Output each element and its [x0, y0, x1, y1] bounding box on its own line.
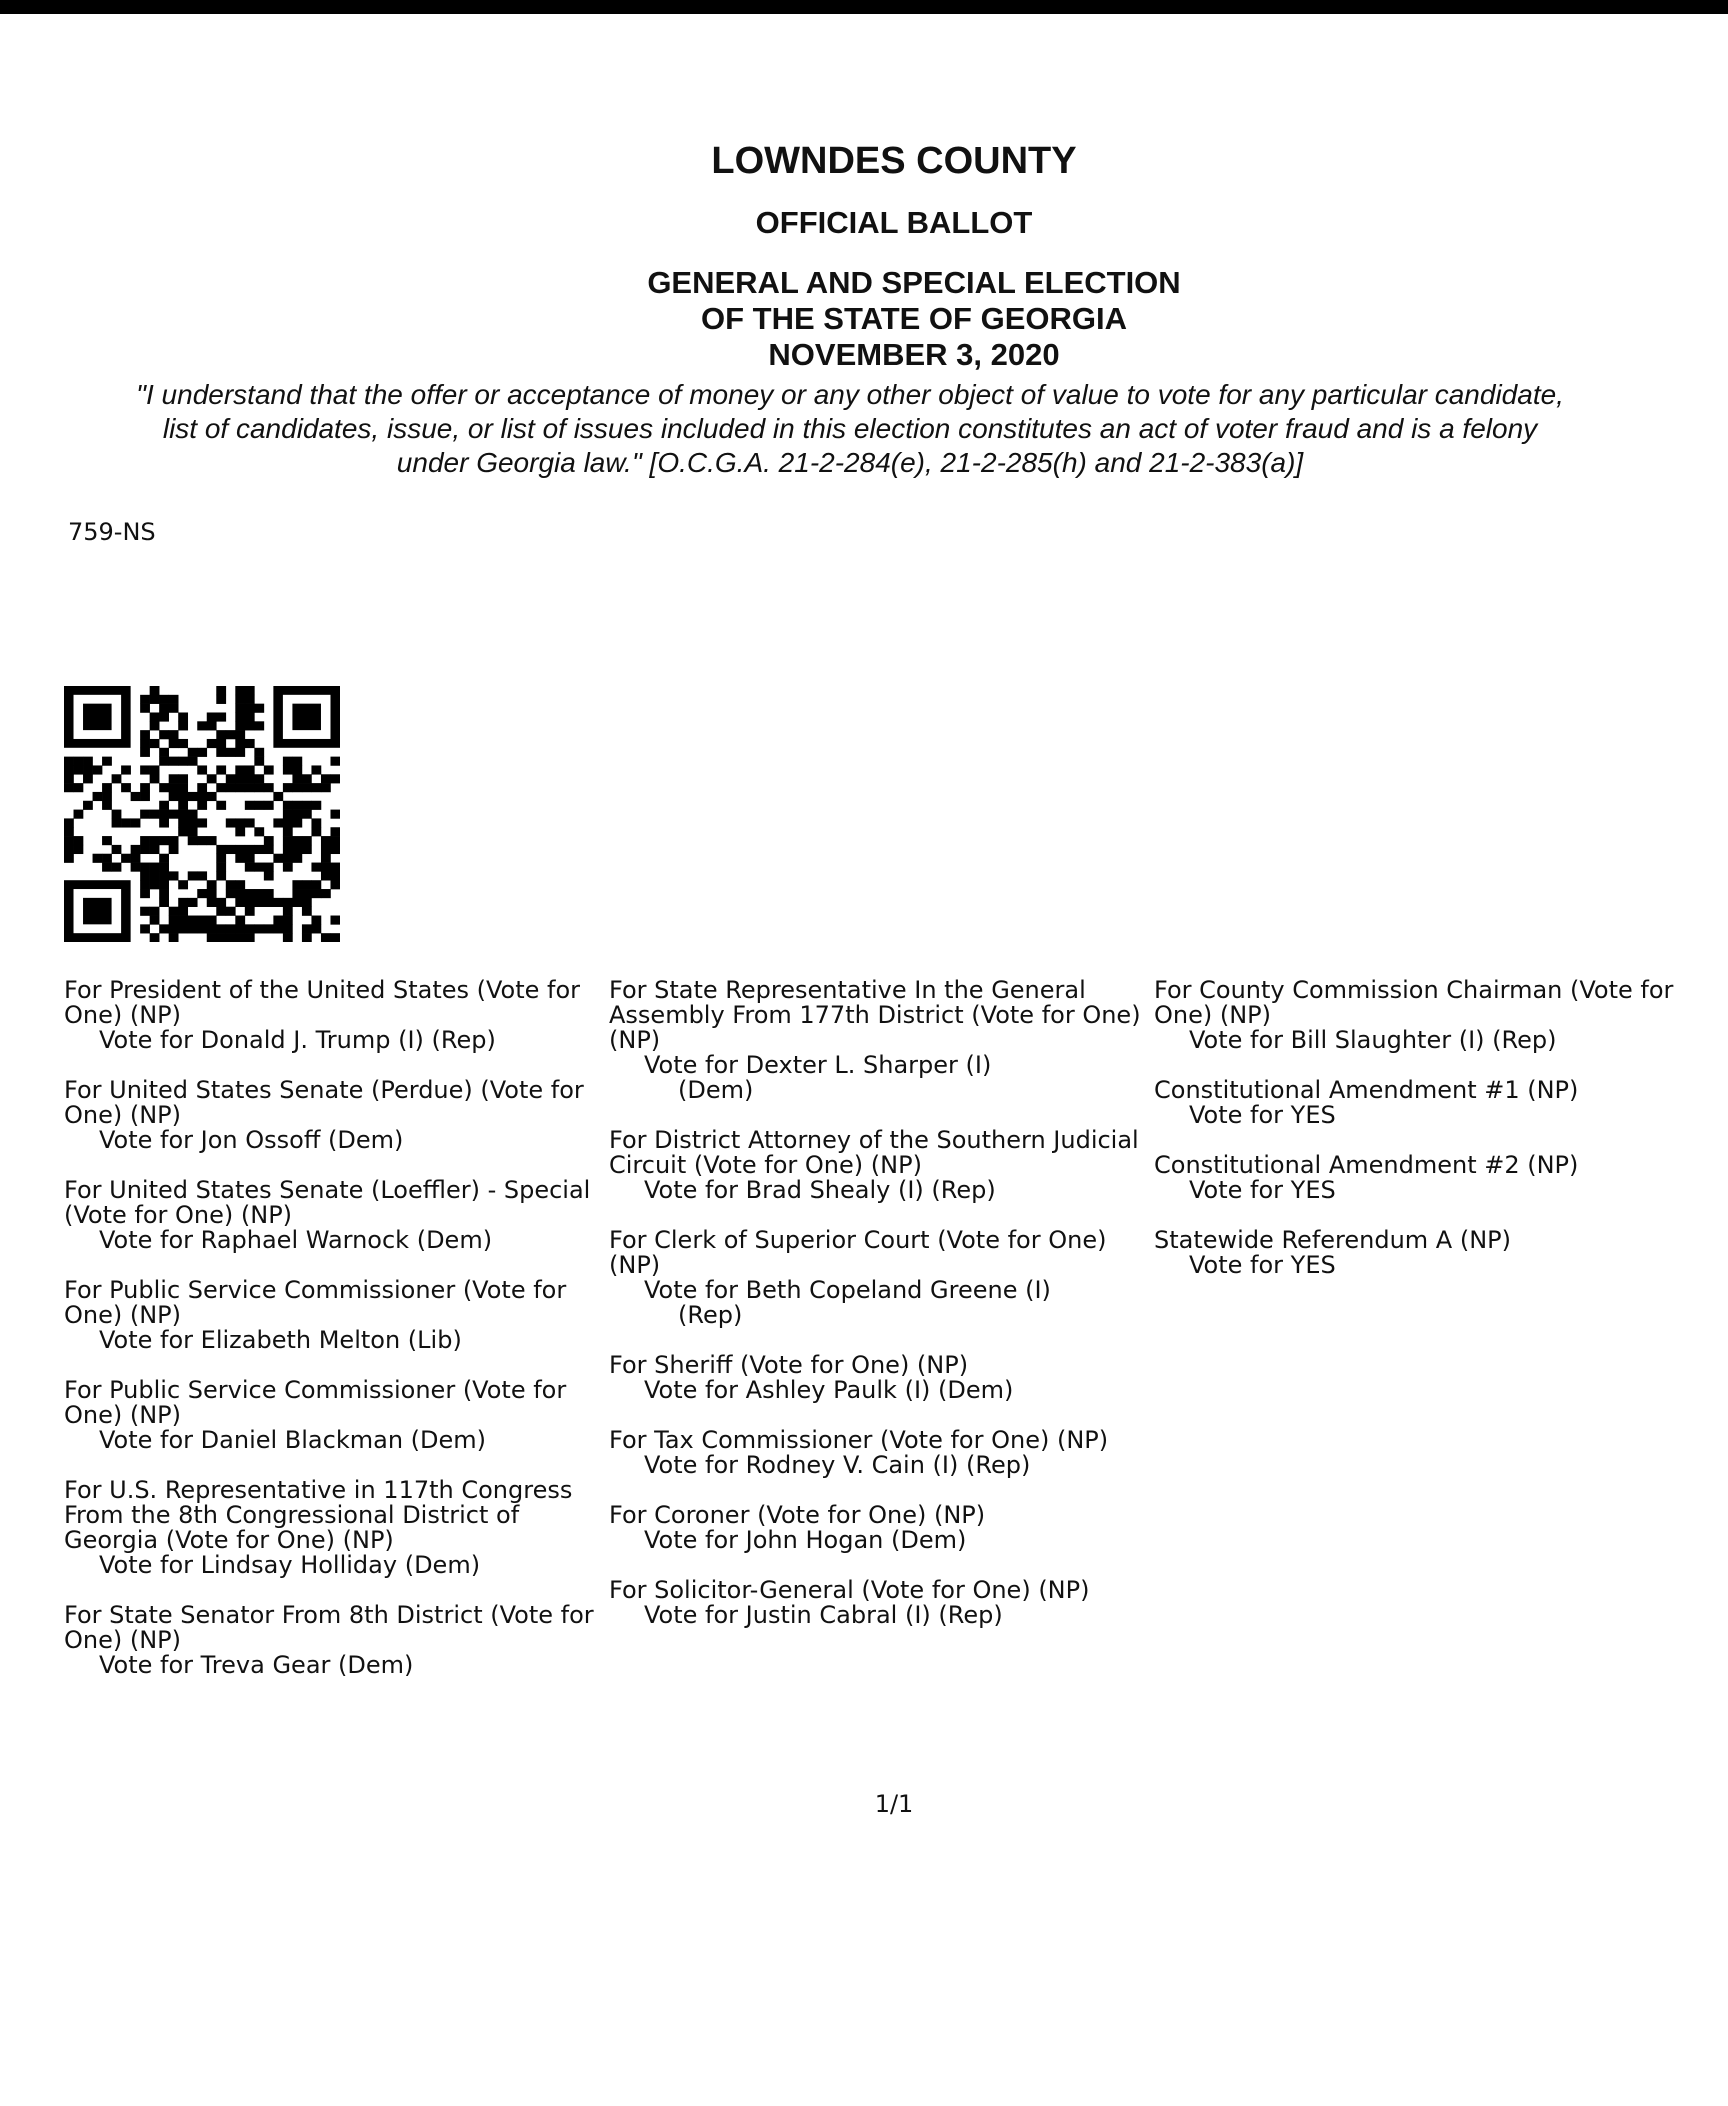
contest-title: For Clerk of Superior Court (Vote for One) (NP) [609, 1226, 1107, 1279]
ballot-column-1 [64, 978, 604, 1703]
contest-selection [609, 1578, 1149, 1628]
scan-edge-bar [0, 0, 1728, 14]
ballot-column-3 [1154, 978, 1694, 1303]
contest-title: For District Attorney of the Southern Judicial Circuit (Vote for One) (NP) [609, 1126, 1139, 1179]
contest-selection [64, 1278, 604, 1353]
contest-title: For Public Service Commissioner (Vote for One) (NP) [64, 1376, 567, 1429]
contest-selection [64, 1603, 604, 1678]
contest-selection [609, 1353, 1149, 1403]
selected-choice [64, 1428, 604, 1453]
choice-line: Vote for Dexter L. Sharper (I) [644, 1051, 992, 1079]
choice-line: Vote for Treva Gear (Dem) [99, 1651, 414, 1679]
contest-title: For Tax Commissioner (Vote for One) (NP) [609, 1426, 1109, 1454]
contest-title: Constitutional Amendment #2 (NP) [1154, 1151, 1579, 1179]
choice-line: (Dem) [678, 1076, 754, 1104]
contest-title: Constitutional Amendment #1 (NP) [1154, 1076, 1579, 1104]
contest-title: For Sheriff (Vote for One) (NP) [609, 1351, 969, 1379]
contest-selection [609, 1503, 1149, 1553]
statement-line: "I understand that the offer or acceptance of money or any other object of value to vote for any particular candidate, [136, 379, 1564, 410]
choice-line: Vote for Daniel Blackman (Dem) [99, 1426, 487, 1454]
choice-line: Vote for John Hogan (Dem) [644, 1526, 967, 1554]
contest-selection [64, 1378, 604, 1453]
contest-title: For State Senator From 8th District (Vote for One) (NP) [64, 1601, 594, 1654]
choice-line: Vote for Jon Ossoff (Dem) [99, 1126, 404, 1154]
selected-choice [609, 1603, 1149, 1628]
choice-line: Vote for YES [1189, 1251, 1336, 1279]
contest-title: For State Representative In the General Assembly From 177th District (Vote for One) (NP) [609, 976, 1141, 1054]
voter-fraud-statement [60, 378, 1640, 480]
contest-title: For United States Senate (Loeffler) - Special (Vote for One) (NP) [64, 1176, 591, 1229]
choice-line: Vote for Ashley Paulk (I) (Dem) [644, 1376, 1014, 1404]
choice-line: Vote for Donald J. Trump (I) (Rep) [99, 1026, 496, 1054]
selected-choice [1154, 1178, 1694, 1203]
contest-title: For County Commission Chairman (Vote for One) (NP) [1154, 976, 1674, 1029]
contest-title: For Solicitor-General (Vote for One) (NP) [609, 1576, 1090, 1604]
choice-line: Vote for Rodney V. Cain (I) (Rep) [644, 1451, 1031, 1479]
contest-selection [64, 1478, 604, 1578]
contest-title: For Public Service Commissioner (Vote for One) (NP) [64, 1276, 567, 1329]
election-title-line: NOVEMBER 3, 2020 [768, 337, 1060, 372]
selected-choice [64, 1228, 604, 1253]
contest-selection [1154, 1153, 1694, 1203]
contest-selection [1154, 978, 1694, 1053]
choice-line: Vote for Elizabeth Melton (Lib) [99, 1326, 462, 1354]
statement-line: list of candidates, issue, or list of issues included in this election constitutes an act of voter fraud and is a felony [162, 413, 1538, 444]
county-name: LOWNDES COUNTY [711, 140, 1077, 182]
ballot-header [0, 140, 1728, 373]
contest-selection [64, 978, 604, 1053]
election-title [100, 265, 1728, 373]
ballot-column-2 [609, 978, 1149, 1653]
contest-title: For United States Senate (Perdue) (Vote for One) (NP) [64, 1076, 584, 1129]
selected-choice [609, 1378, 1149, 1403]
selected-choice [609, 1278, 1149, 1328]
selected-choice [609, 1053, 1149, 1103]
choice-line: Vote for YES [1189, 1101, 1336, 1129]
contest-selection [64, 1078, 604, 1153]
selected-choice [64, 1028, 604, 1053]
selected-choice [609, 1528, 1149, 1553]
contest-selection [609, 1228, 1149, 1328]
contest-selection [609, 978, 1149, 1103]
selected-choice [609, 1178, 1149, 1203]
choice-line: (Rep) [678, 1301, 743, 1329]
choice-line: Vote for Lindsay Holliday (Dem) [99, 1551, 481, 1579]
ballot-title: OFFICIAL BALLOT [755, 205, 1033, 240]
contest-selection [64, 1178, 604, 1253]
statement-line: under Georgia law." [O.C.G.A. 21-2-284(e), 21-2-285(h) and 21-2-383(a)] [396, 447, 1304, 478]
selected-choice [64, 1128, 604, 1153]
contest-title: For President of the United States (Vote for One) (NP) [64, 976, 581, 1029]
selected-choice [64, 1328, 604, 1353]
selected-choice [1154, 1028, 1694, 1053]
ballot-style-code: 759-NS [68, 518, 156, 546]
choice-line: Vote for Bill Slaughter (I) (Rep) [1189, 1026, 1557, 1054]
contest-title: For U.S. Representative in 117th Congress From the 8th Congressional District of Georgia (Vote for One) (NP) [64, 1476, 573, 1554]
qr-code [64, 686, 340, 942]
choice-line: Vote for Justin Cabral (I) (Rep) [644, 1601, 1003, 1629]
selected-choice [64, 1653, 604, 1678]
election-title-line: OF THE STATE OF GEORGIA [701, 301, 1127, 336]
election-title-line: GENERAL AND SPECIAL ELECTION [647, 265, 1181, 300]
contest-selection [609, 1428, 1149, 1478]
contest-title: For Coroner (Vote for One) (NP) [609, 1501, 986, 1529]
selected-choice [1154, 1103, 1694, 1128]
contest-selection [1154, 1078, 1694, 1128]
contest-selection [609, 1128, 1149, 1203]
choice-line: Vote for Raphael Warnock (Dem) [99, 1226, 493, 1254]
contest-selection [1154, 1228, 1694, 1278]
choice-line: Vote for Brad Shealy (I) (Rep) [644, 1176, 996, 1204]
contest-title: Statewide Referendum A (NP) [1154, 1226, 1511, 1254]
selected-choice [609, 1453, 1149, 1478]
page-number: 1/1 [874, 1790, 914, 1818]
choice-line: Vote for YES [1189, 1176, 1336, 1204]
selected-choice [1154, 1253, 1694, 1278]
selected-choice [64, 1553, 604, 1578]
choice-line: Vote for Beth Copeland Greene (I) [644, 1276, 1051, 1304]
